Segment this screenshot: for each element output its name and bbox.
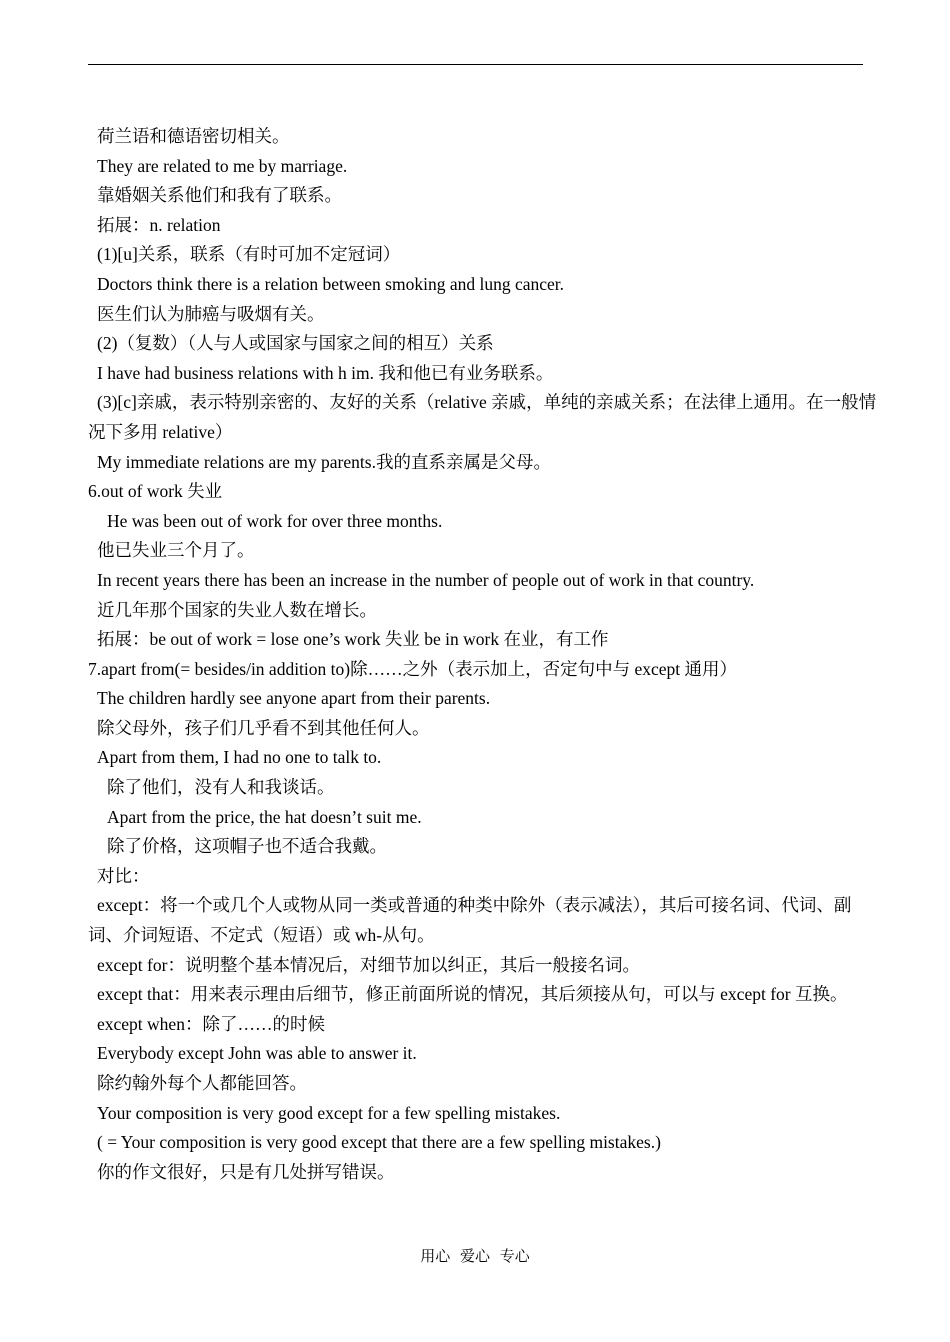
extension-heading: 拓展：be out of work = lose one’s work 失业 be in work 在业，有工作 bbox=[97, 629, 609, 650]
translation-line: 靠婚姻关系他们和我有了联系。 bbox=[97, 185, 342, 206]
document-body bbox=[88, 122, 878, 1187]
sense-heading: (1)[u]关系，联系（有时可加不定冠词） bbox=[97, 244, 401, 265]
usage-note: except：将一个或几个人或物从同一类或普通的种类中除外（表示减法），其后可接名词、代词、副词、介词短语、不定式（短语）或 wh-从句。 bbox=[88, 895, 852, 946]
translation-line: 他已失业三个月了。 bbox=[97, 540, 255, 561]
example-sentence: I have had business relations with h im. 我和他已有业务联系。 bbox=[97, 362, 554, 383]
example-sentence: In recent years there has been an increase in the number of people out of work in that country. bbox=[97, 569, 755, 590]
comparison-heading: 对比： bbox=[97, 865, 150, 886]
page-footer: 用心 爱心 专心 bbox=[420, 1249, 530, 1265]
translation-line: 除了他们，没有人和我谈话。 bbox=[107, 777, 335, 798]
header-rule bbox=[88, 64, 863, 65]
example-sentence: Apart from the price, the hat doesn’t suit me. bbox=[107, 806, 422, 827]
translation-line: 除父母外，孩子们几乎看不到其他任何人。 bbox=[97, 717, 430, 738]
text-line: 荷兰语和德语密切相关。 bbox=[97, 126, 290, 146]
example-sentence: Everybody except John was able to answer it. bbox=[97, 1043, 417, 1064]
example-sentence: Doctors think there is a relation between smoking and lung cancer. bbox=[97, 273, 565, 294]
usage-note: except that：用来表示理由后细节，修正前面所说的情况，其后须接从句，可以与 except for 互换。 bbox=[97, 984, 848, 1005]
example-sentence: ( = Your composition is very good except that there are a few spelling mistakes.) bbox=[97, 1132, 661, 1153]
example-sentence: Your composition is very good except for a few spelling mistakes. bbox=[97, 1102, 561, 1123]
translation-line: 你的作文很好，只是有几处拼写错误。 bbox=[97, 1161, 395, 1182]
translation-line: 医生们认为肺癌与吸烟有关。 bbox=[97, 303, 325, 324]
translation-line: 除约翰外每个人都能回答。 bbox=[97, 1073, 307, 1093]
sense-heading: (2)（复数）（人与人或国家与国家之间的相互）关系 bbox=[97, 333, 494, 354]
example-sentence: He was been out of work for over three months. bbox=[107, 510, 443, 531]
example-sentence: The children hardly see anyone apart from their parents. bbox=[97, 688, 491, 709]
extension-heading: 拓展：n. relation bbox=[97, 214, 221, 235]
example-sentence: Apart from them, I had no one to talk to. bbox=[97, 747, 382, 768]
translation-line: 除了价格，这项帽子也不适合我戴。 bbox=[107, 836, 387, 857]
sense-heading: (3)[c]亲戚，表示特别亲密的、友好的关系（relative 亲戚，单纯的亲戚关系；在法律上通用。在一般情况下多用 relative） bbox=[88, 392, 877, 442]
translation-line: 近几年那个国家的失业人数在增长。 bbox=[97, 599, 377, 620]
usage-note: except when：除了……的时候 bbox=[97, 1013, 325, 1034]
example-sentence: My immediate relations are my parents.我的直系亲属是父母。 bbox=[97, 451, 551, 472]
usage-note: except for：说明整个基本情况后，对细节加以纠正，其后一般接名词。 bbox=[97, 954, 640, 975]
entry-heading: 7.apart from(= besides/in addition to)除……之外（表示加上，否定句中与 except 通用） bbox=[88, 658, 738, 679]
example-sentence: They are related to me by marriage. bbox=[97, 155, 348, 176]
entry-heading: 6.out of work 失业 bbox=[88, 481, 223, 502]
